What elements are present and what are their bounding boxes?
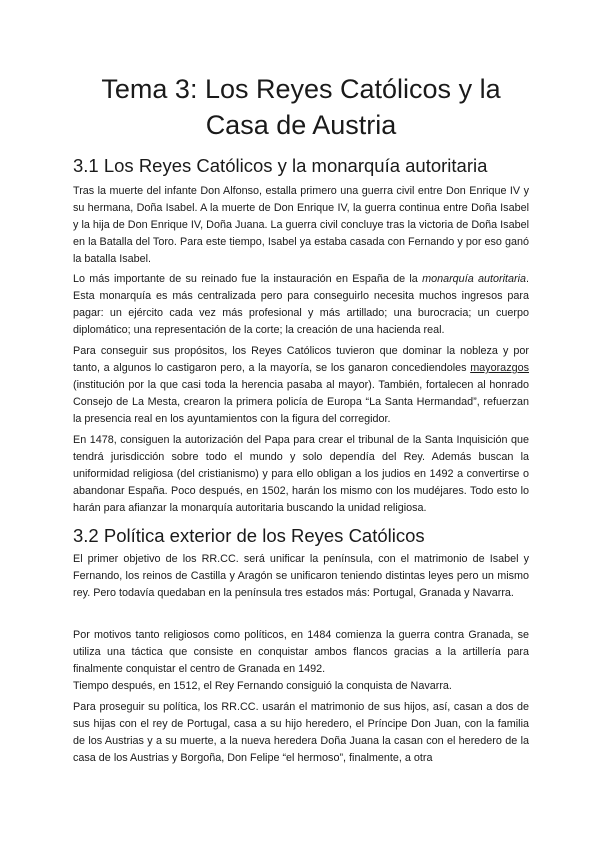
s1-p3-text-a: Para conseguir sus propósitos, los Reyes Católicos tuvieron que dominar la nobleza y por tanto, a algunos lo castigaron pero, a la mayoría, se los ganaron concediendoles: [73, 345, 529, 374]
title-line-2: Casa de Austria: [205, 110, 397, 140]
s1-paragraph-3: [73, 343, 529, 428]
s1-paragraph-4: En 1478, consiguen la autorización del Papa para crear el tribunal de la Santa Inquisición que tendrá jurisdicción sobre todo el mundo y solo dependía del Rey. Además buscan la uniformidad religiosa (del cristianismo) y para ello obligan a los judios en 1492 a convertirse o abandonar España. Poco después, en 1502, harán los mismo con los mudéjares. Todo esto lo harán para afianzar la monarquía autoritaria buscando la unidad religiosa.: [73, 434, 529, 514]
s2-paragraph-4: Para proseguir su política, los RR.CC. usarán el matrimonio de sus hijos, así, casan a dos de sus hijas con el rey de Portugal, casa a su hijo heredero, el Príncipe Don Juan, con la familia de los Austrias y a su muerte, a la nueva heredera Doña Juana la casan con el heredero de la casa de los Austrias y Borgoña, Don Felipe “el hermoso”, finalmente, a otra: [73, 701, 529, 764]
section-2-heading: 3.2 Política exterior de los Reyes Católicos: [73, 525, 425, 546]
s2-paragraph-1: El primer objetivo de los RR.CC. será unificar la península, con el matrimonio de Isabel y Fernando, los reinos de Castilla y Aragón se unificaron teniendo distintas leyes pero un mismo rey. Pero todavía quedaban en la península tres estados más: Portugal, Granada y Navarra.: [73, 553, 529, 599]
s1-p3-underlined: mayorazgos: [470, 362, 529, 374]
s2-paragraph-2: Por motivos tanto religiosos como políticos, en 1484 comienza la guerra contra Granada, se utiliza una táctica que consiste en conquistar ambos flancos gracias a la artillería para finalmente conquistar el centro de Granada en 1492.: [73, 629, 529, 675]
s1-p2-text-a: Lo más importante de su reinado fue la instauración en España de la: [73, 273, 423, 285]
s2-paragraph-3: Tiempo después, en 1512, el Rey Fernando consiguió la conquista de Navarra.: [73, 680, 452, 692]
section-1-heading: 3.1 Los Reyes Católicos y la monarquía autoritaria: [73, 155, 488, 176]
title-line-1: Tema 3: Los Reyes Católicos y la: [101, 74, 501, 104]
s1-paragraph-2: [73, 271, 529, 339]
page-title: [73, 71, 529, 143]
s1-p2-emphasis: monarquía autoritaria: [422, 273, 526, 285]
s1-p3-text-b: (institución por la que casi toda la herencia pasaba al mayor). También, fortalecen al honrado Consejo de La Mesta, crearon la primera policía de Europa “La Santa Hermandad”, refuerzan la presencia real en los ayuntamientos con la figura del corregidor.: [73, 379, 529, 425]
s1-p2-text-b: . Esta monarquía es más centralizada pero para conseguirlo necesita muchos ingresos para pagar: un ejército cada vez más profesional y más artillado; una burocracia; un cuerpo diplomático; una representación de la corte; la creación de una hacienda real.: [73, 273, 529, 336]
s1-paragraph-1: Tras la muerte del infante Don Alfonso, estalla primero una guerra civil entre Don Enrique IV y su hermana, Doña Isabel. A la muerte de Don Enrique IV, la guerra continua entre Doña Isabel y la hija de Don Enrique IV, Doña Juana. La guerra civil concluye tras la victoria de Doña Isabel en la Batalla del Toro. Para este tiempo, Isabel ya estaba casada con Fernando y por eso ganó la batalla Isabel.: [73, 185, 529, 265]
